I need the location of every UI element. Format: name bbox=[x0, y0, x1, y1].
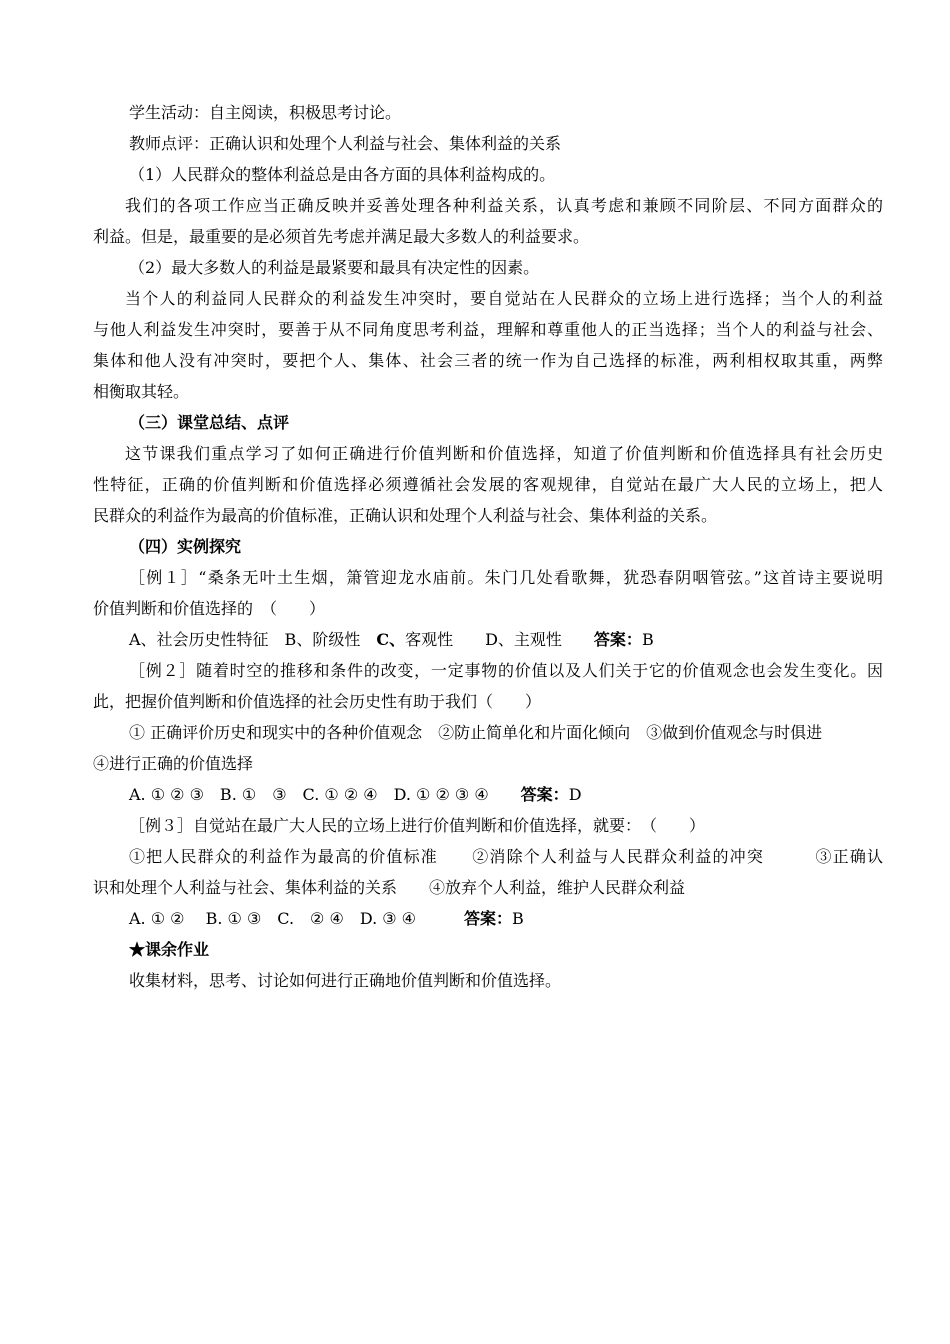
example-1-options bbox=[93, 624, 883, 655]
example-2-answer: D bbox=[568, 785, 582, 804]
document-body bbox=[93, 97, 883, 996]
example-3-statements-line-2: 识和处理个人利益与社会、集体利益的关系 ④放弃个人利益，维护人民群众利益 bbox=[93, 878, 686, 897]
example-1-answer: B bbox=[641, 630, 654, 649]
student-activity-line: 学生活动：自主阅读，积极思考讨论。 bbox=[129, 103, 402, 122]
example-2-answer-label: 答案： bbox=[520, 785, 569, 804]
example-3-statements-line-1: ①把人民群众的利益作为最高的价值标准 ②消除个人利益与人民群众利益的冲突 ③正确认 bbox=[129, 847, 883, 866]
example-1-options-ab: A、社会历史性特征 B、阶级性 bbox=[129, 630, 377, 649]
example-2-statement-4: ④进行正确的价值选择 bbox=[93, 754, 254, 773]
example-1-line-2: 价值判断和价值选择的 （ ） bbox=[93, 599, 326, 618]
example-1-option-c-letter: C、 bbox=[376, 630, 406, 649]
paragraph-1-line-1: 我们的各项工作应当正确反映并妥善处理各种利益关系，认真考虑和兼顾不同阶层、不同方面群众的 bbox=[125, 196, 883, 215]
example-3-answer: B bbox=[512, 909, 524, 928]
example-2-statements: ① 正确评价历史和现实中的各种价值观念 ②防止简单化和片面化倾向 ③做到价值观念与时俱进 bbox=[129, 723, 823, 742]
summary-line-3: 民群众的利益作为最高的价值标准，正确认识和处理个人利益与社会、集体利益的关系。 bbox=[93, 506, 718, 525]
example-1-answer-label: 答案： bbox=[593, 630, 642, 649]
point-1-heading: （1）人民群众的整体利益总是由各方面的具体利益构成的。 bbox=[129, 165, 556, 184]
summary-line-2: 性特征，正确的价值判断和价值选择必须遵循社会发展的客观规律，自觉站在最广大人民的立场上，把人 bbox=[93, 475, 883, 494]
paragraph-2-line-2: 与他人利益发生冲突时，要善于从不同角度思考利益，理解和尊重他人的正当选择；当个人的利益与社会、 bbox=[93, 320, 883, 339]
example-2-options bbox=[93, 779, 883, 810]
example-1-options-cd: 客观性 D、主观性 bbox=[405, 630, 594, 649]
paragraph-2-line-3: 集体和他人没有冲突时，要把个人、集体、社会三者的统一作为自己选择的标准，两利相权取其重，两弊 bbox=[93, 351, 883, 370]
example-1-line-1: ［例１］“桑条无叶土生烟，箫管迎龙水庙前。朱门几处看歌舞，犹恐春阴咽管弦。”这首诗主要说明 bbox=[129, 568, 883, 587]
summary-line-1: 这节课我们重点学习了如何正确进行价值判断和价值选择，知道了价值判断和价值选择具有社会历史 bbox=[125, 444, 883, 463]
example-2-line-2: 此，把握价值判断和价值选择的社会历史性有助于我们（ ） bbox=[93, 692, 542, 711]
section-3-heading: （三）课堂总结、点评 bbox=[129, 413, 290, 432]
point-2-heading: （2）最大多数人的利益是最紧要和最具有决定性的因素。 bbox=[129, 258, 540, 277]
paragraph-2-line-1: 当个人的利益同人民群众的利益发生冲突时，要自觉站在人民群众的立场上进行选择；当个人的利益 bbox=[125, 289, 883, 308]
teacher-comment-line: 教师点评：正确认识和处理个人利益与社会、集体利益的关系 bbox=[129, 134, 562, 153]
example-2-options-text: A. ① ② ③ B. ① ③ C. ① ② ④ D. ① ② ③ ④ bbox=[129, 785, 521, 804]
homework-text: 收集材料，思考、讨论如何进行正确地价值判断和价值选择。 bbox=[129, 971, 562, 990]
paragraph-2-line-4: 相衡取其轻。 bbox=[93, 382, 190, 401]
example-2-line-1: ［例２］随着时空的推移和条件的改变，一定事物的价值以及人们关于它的价值观念也会发生变化。因 bbox=[129, 661, 883, 680]
example-3-options bbox=[93, 903, 883, 934]
example-3-options-text: A. ① ② B. ① ③ C. ② ④ D. ③ ④ bbox=[129, 909, 465, 928]
example-3-answer-label: 答案： bbox=[464, 909, 513, 928]
example-3-line-1: ［例３］自觉站在最广大人民的立场上进行价值判断和价值选择，就要： （ ） bbox=[129, 816, 706, 835]
section-4-heading: （四）实例探究 bbox=[129, 537, 242, 556]
homework-heading: ★课余作业 bbox=[129, 940, 210, 959]
paragraph-1-line-2: 利益。但是，最重要的是必须首先考虑并满足最大多数人的利益要求。 bbox=[93, 227, 590, 246]
